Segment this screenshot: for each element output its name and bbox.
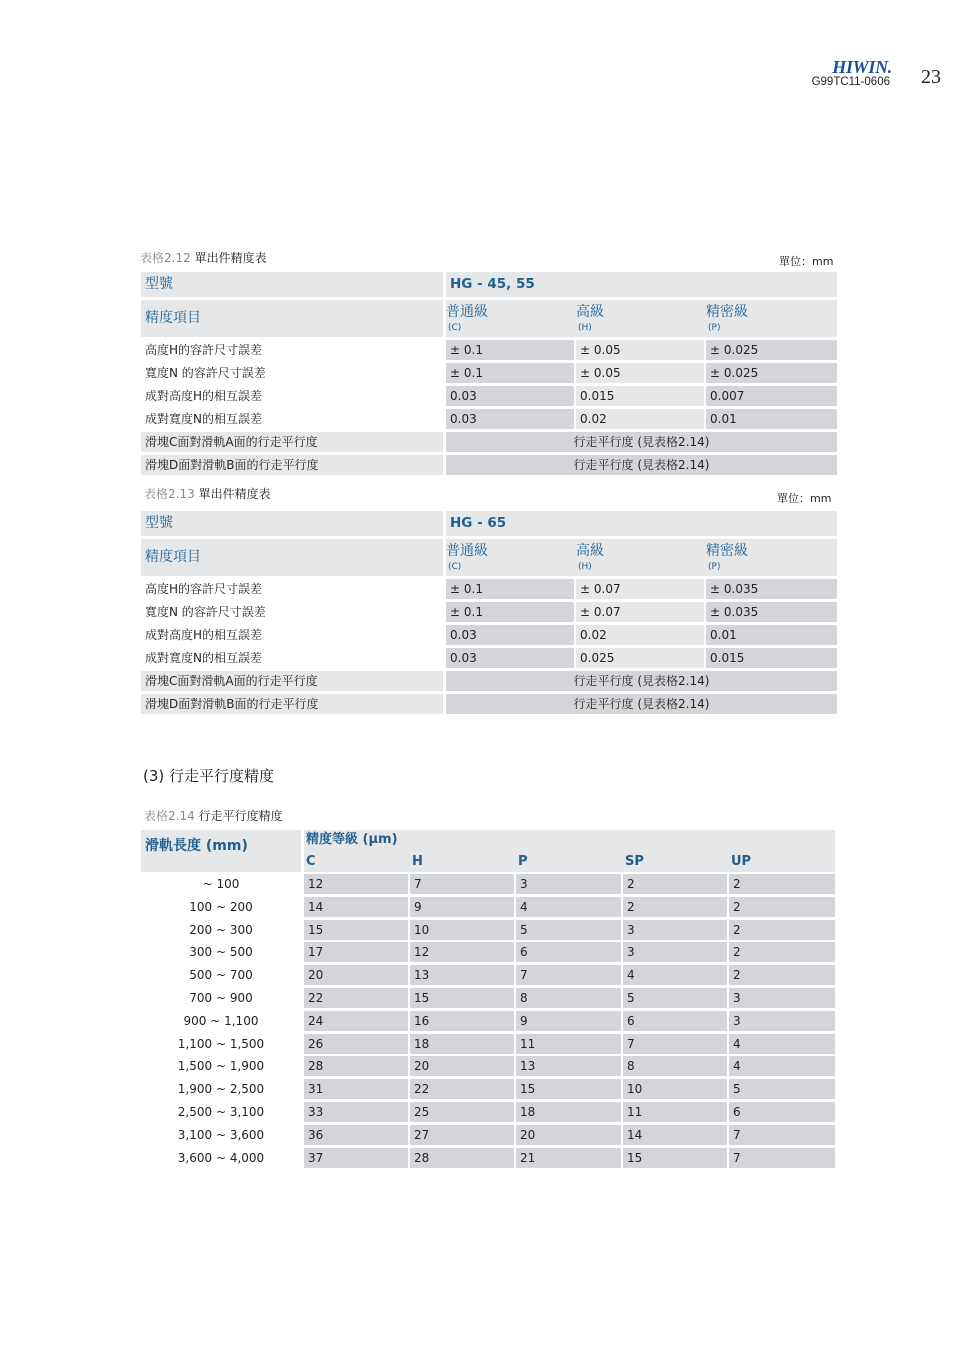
- row-label: 滑塊D面對滑軌B面的行走平行度: [141, 694, 443, 714]
- span-cell: 行走平行度 (見表格2.14): [446, 694, 837, 714]
- table-214-caption-title: 行走平行度精度: [198, 809, 283, 823]
- table-cell: ± 0.07: [576, 579, 704, 599]
- table-cell: 7: [729, 1148, 835, 1168]
- table-cell: 5: [516, 920, 621, 940]
- table-cell: 28: [304, 1056, 408, 1076]
- table-cell: 3: [623, 920, 727, 940]
- grade-code: (C): [448, 562, 462, 572]
- table-cell: 15: [516, 1079, 621, 1099]
- row-label: 滑塊D面對滑軌B面的行走平行度: [141, 455, 443, 475]
- length-cell: 200 ~ 300: [141, 920, 301, 940]
- precision-item-label: 精度項目: [141, 539, 443, 576]
- table-cell: 6: [623, 1011, 727, 1031]
- table-cell: 15: [304, 920, 408, 940]
- length-cell: 500 ~ 700: [141, 965, 301, 985]
- grade-column-header: UP: [731, 854, 752, 869]
- table-214-caption: [144, 808, 283, 824]
- table-cell: 0.02: [576, 625, 704, 645]
- table-212-caption-number: 表格2.12: [140, 251, 191, 265]
- table-cell: 5: [729, 1079, 835, 1099]
- length-cell: 900 ~ 1,100: [141, 1011, 301, 1031]
- grade-name: 高級: [576, 304, 604, 320]
- table-cell: 24: [304, 1011, 408, 1031]
- span-cell: 行走平行度 (見表格2.14): [446, 455, 837, 475]
- length-cell: ~ 100: [141, 874, 301, 894]
- table-212-unit: 單位：mm: [779, 255, 834, 268]
- model-label: 型號: [141, 272, 443, 297]
- grade-name: 精密級: [706, 543, 748, 559]
- table-cell: 4: [729, 1056, 835, 1076]
- table-cell: 0.03: [446, 648, 574, 668]
- table-cell: 8: [516, 988, 621, 1008]
- table-cell: 33: [304, 1102, 408, 1122]
- table-cell: ± 0.025: [706, 340, 837, 360]
- span-cell: 行走平行度 (見表格2.14): [446, 432, 837, 452]
- table-cell: 2: [729, 897, 835, 917]
- table-cell: 21: [516, 1148, 621, 1168]
- table-cell: 22: [410, 1079, 514, 1099]
- table-212-caption: [140, 250, 267, 266]
- table-cell: 2: [729, 920, 835, 940]
- table-213-caption-number: 表格2.13: [144, 487, 195, 501]
- table-cell: ± 0.07: [576, 602, 704, 622]
- grade-name: 普通級: [446, 543, 488, 559]
- table-cell: 2: [729, 942, 835, 962]
- page-number: 23: [921, 66, 941, 88]
- table-cell: 14: [623, 1125, 727, 1145]
- grade-column-header: C: [306, 854, 316, 869]
- length-cell: 2,500 ~ 3,100: [141, 1102, 301, 1122]
- model-value: HG - 65: [446, 511, 837, 536]
- table-cell: 8: [623, 1056, 727, 1076]
- table-213-caption-title: 單出件精度表: [198, 487, 271, 501]
- grade-header-background: [446, 539, 837, 576]
- table-cell: 0.01: [706, 625, 837, 645]
- table-cell: 20: [516, 1125, 621, 1145]
- row-label: 寬度N 的容許尺寸誤差: [141, 363, 443, 383]
- table-cell: 26: [304, 1034, 408, 1054]
- grade-code: (P): [708, 562, 721, 572]
- grade-name: 普通級: [446, 304, 488, 320]
- length-cell: 300 ~ 500: [141, 942, 301, 962]
- table-cell: 13: [410, 965, 514, 985]
- grade-code: (H): [578, 562, 592, 572]
- grade-name: 精密級: [706, 304, 748, 320]
- span-cell: 行走平行度 (見表格2.14): [446, 671, 837, 691]
- table-cell: 6: [729, 1102, 835, 1122]
- row-label: 滑塊C面對滑軌A面的行走平行度: [141, 432, 443, 452]
- table-cell: ± 0.1: [446, 340, 574, 360]
- table-cell: 2: [623, 874, 727, 894]
- table-cell: 10: [623, 1079, 727, 1099]
- table-cell: 4: [729, 1034, 835, 1054]
- table-cell: ± 0.05: [576, 363, 704, 383]
- table-cell: 2: [729, 874, 835, 894]
- table-cell: 9: [410, 897, 514, 917]
- grade-name: 高級: [576, 543, 604, 559]
- grade-header-background: [446, 300, 837, 337]
- length-cell: 700 ~ 900: [141, 988, 301, 1008]
- table-cell: ± 0.035: [706, 579, 837, 599]
- table-cell: 10: [410, 920, 514, 940]
- grade-column-header: H: [412, 854, 423, 869]
- table-cell: 6: [516, 942, 621, 962]
- table-cell: 27: [410, 1125, 514, 1145]
- length-cell: 100 ~ 200: [141, 897, 301, 917]
- grade-code: (C): [448, 323, 462, 333]
- grade-header: 精度等級 (μm): [306, 832, 398, 847]
- table-cell: 4: [516, 897, 621, 917]
- table-cell: 7: [623, 1034, 727, 1054]
- precision-item-label: 精度項目: [141, 300, 443, 337]
- table-cell: 0.015: [576, 386, 704, 406]
- table-cell: ± 0.025: [706, 363, 837, 383]
- table-cell: 3: [729, 988, 835, 1008]
- table-cell: 20: [304, 965, 408, 985]
- table-cell: 9: [516, 1011, 621, 1031]
- row-label: 寬度N 的容許尺寸誤差: [141, 602, 443, 622]
- table-cell: 7: [729, 1125, 835, 1145]
- table-cell: 3: [729, 1011, 835, 1031]
- table-cell: 36: [304, 1125, 408, 1145]
- table-cell: 37: [304, 1148, 408, 1168]
- table-cell: 28: [410, 1148, 514, 1168]
- length-cell: 1,100 ~ 1,500: [141, 1034, 301, 1054]
- table-cell: 12: [410, 942, 514, 962]
- grade-column-header: P: [518, 854, 528, 869]
- grade-code: (P): [708, 323, 721, 333]
- model-value: HG - 45, 55: [446, 272, 837, 297]
- table-cell: 18: [410, 1034, 514, 1054]
- table-cell: ± 0.1: [446, 363, 574, 383]
- table-cell: 14: [304, 897, 408, 917]
- table-cell: 3: [516, 874, 621, 894]
- section-heading: (3) 行走平行度精度: [143, 767, 275, 785]
- length-header: 滑軌長度 (mm): [145, 838, 248, 854]
- model-label: 型號: [141, 511, 443, 536]
- table-cell: 18: [516, 1102, 621, 1122]
- table-cell: 20: [410, 1056, 514, 1076]
- table-cell: ± 0.035: [706, 602, 837, 622]
- table-cell: ± 0.1: [446, 602, 574, 622]
- table-cell: 25: [410, 1102, 514, 1122]
- table-cell: 15: [623, 1148, 727, 1168]
- table-cell: 11: [516, 1034, 621, 1054]
- length-cell: 3,100 ~ 3,600: [141, 1125, 301, 1145]
- length-cell: 1,500 ~ 1,900: [141, 1056, 301, 1076]
- table-213-unit: 單位：mm: [777, 492, 832, 505]
- table-cell: 2: [729, 965, 835, 985]
- table-cell: 12: [304, 874, 408, 894]
- table-cell: 0.03: [446, 625, 574, 645]
- table-cell: 7: [516, 965, 621, 985]
- table-cell: 22: [304, 988, 408, 1008]
- table-213-caption: [144, 486, 271, 502]
- table-cell: 0.007: [706, 386, 837, 406]
- table-cell: 17: [304, 942, 408, 962]
- table-cell: 5: [623, 988, 727, 1008]
- grade-code: (H): [578, 323, 592, 333]
- table-cell: 0.015: [706, 648, 837, 668]
- row-label: 成對高度H的相互誤差: [141, 625, 443, 645]
- row-label: 高度H的容許尺寸誤差: [141, 579, 443, 599]
- table-cell: ± 0.05: [576, 340, 704, 360]
- table-cell: 3: [623, 942, 727, 962]
- table-cell: 0.02: [576, 409, 704, 429]
- table-cell: ± 0.1: [446, 579, 574, 599]
- table-cell: 16: [410, 1011, 514, 1031]
- row-label: 滑塊C面對滑軌A面的行走平行度: [141, 671, 443, 691]
- table-cell: 31: [304, 1079, 408, 1099]
- document-code: G99TC11-0606: [811, 76, 890, 88]
- row-label: 高度H的容許尺寸誤差: [141, 340, 443, 360]
- length-cell: 1,900 ~ 2,500: [141, 1079, 301, 1099]
- table-cell: 0.025: [576, 648, 704, 668]
- length-cell: 3,600 ~ 4,000: [141, 1148, 301, 1168]
- table-cell: 2: [623, 897, 727, 917]
- table-cell: 13: [516, 1056, 621, 1076]
- table-cell: 7: [410, 874, 514, 894]
- row-label: 成對高度H的相互誤差: [141, 386, 443, 406]
- table-cell: 0.03: [446, 409, 574, 429]
- table-cell: 15: [410, 988, 514, 1008]
- grade-column-header: SP: [625, 854, 644, 869]
- hiwin-logo: HIWIN.: [832, 57, 892, 77]
- table-cell: 0.03: [446, 386, 574, 406]
- table-cell: 11: [623, 1102, 727, 1122]
- row-label: 成對寬度N的相互誤差: [141, 648, 443, 668]
- table-cell: 4: [623, 965, 727, 985]
- row-label: 成對寬度N的相互誤差: [141, 409, 443, 429]
- table-cell: 0.01: [706, 409, 837, 429]
- table-212-caption-title: 單出件精度表: [194, 251, 267, 265]
- table-214-caption-number: 表格2.14: [144, 809, 195, 823]
